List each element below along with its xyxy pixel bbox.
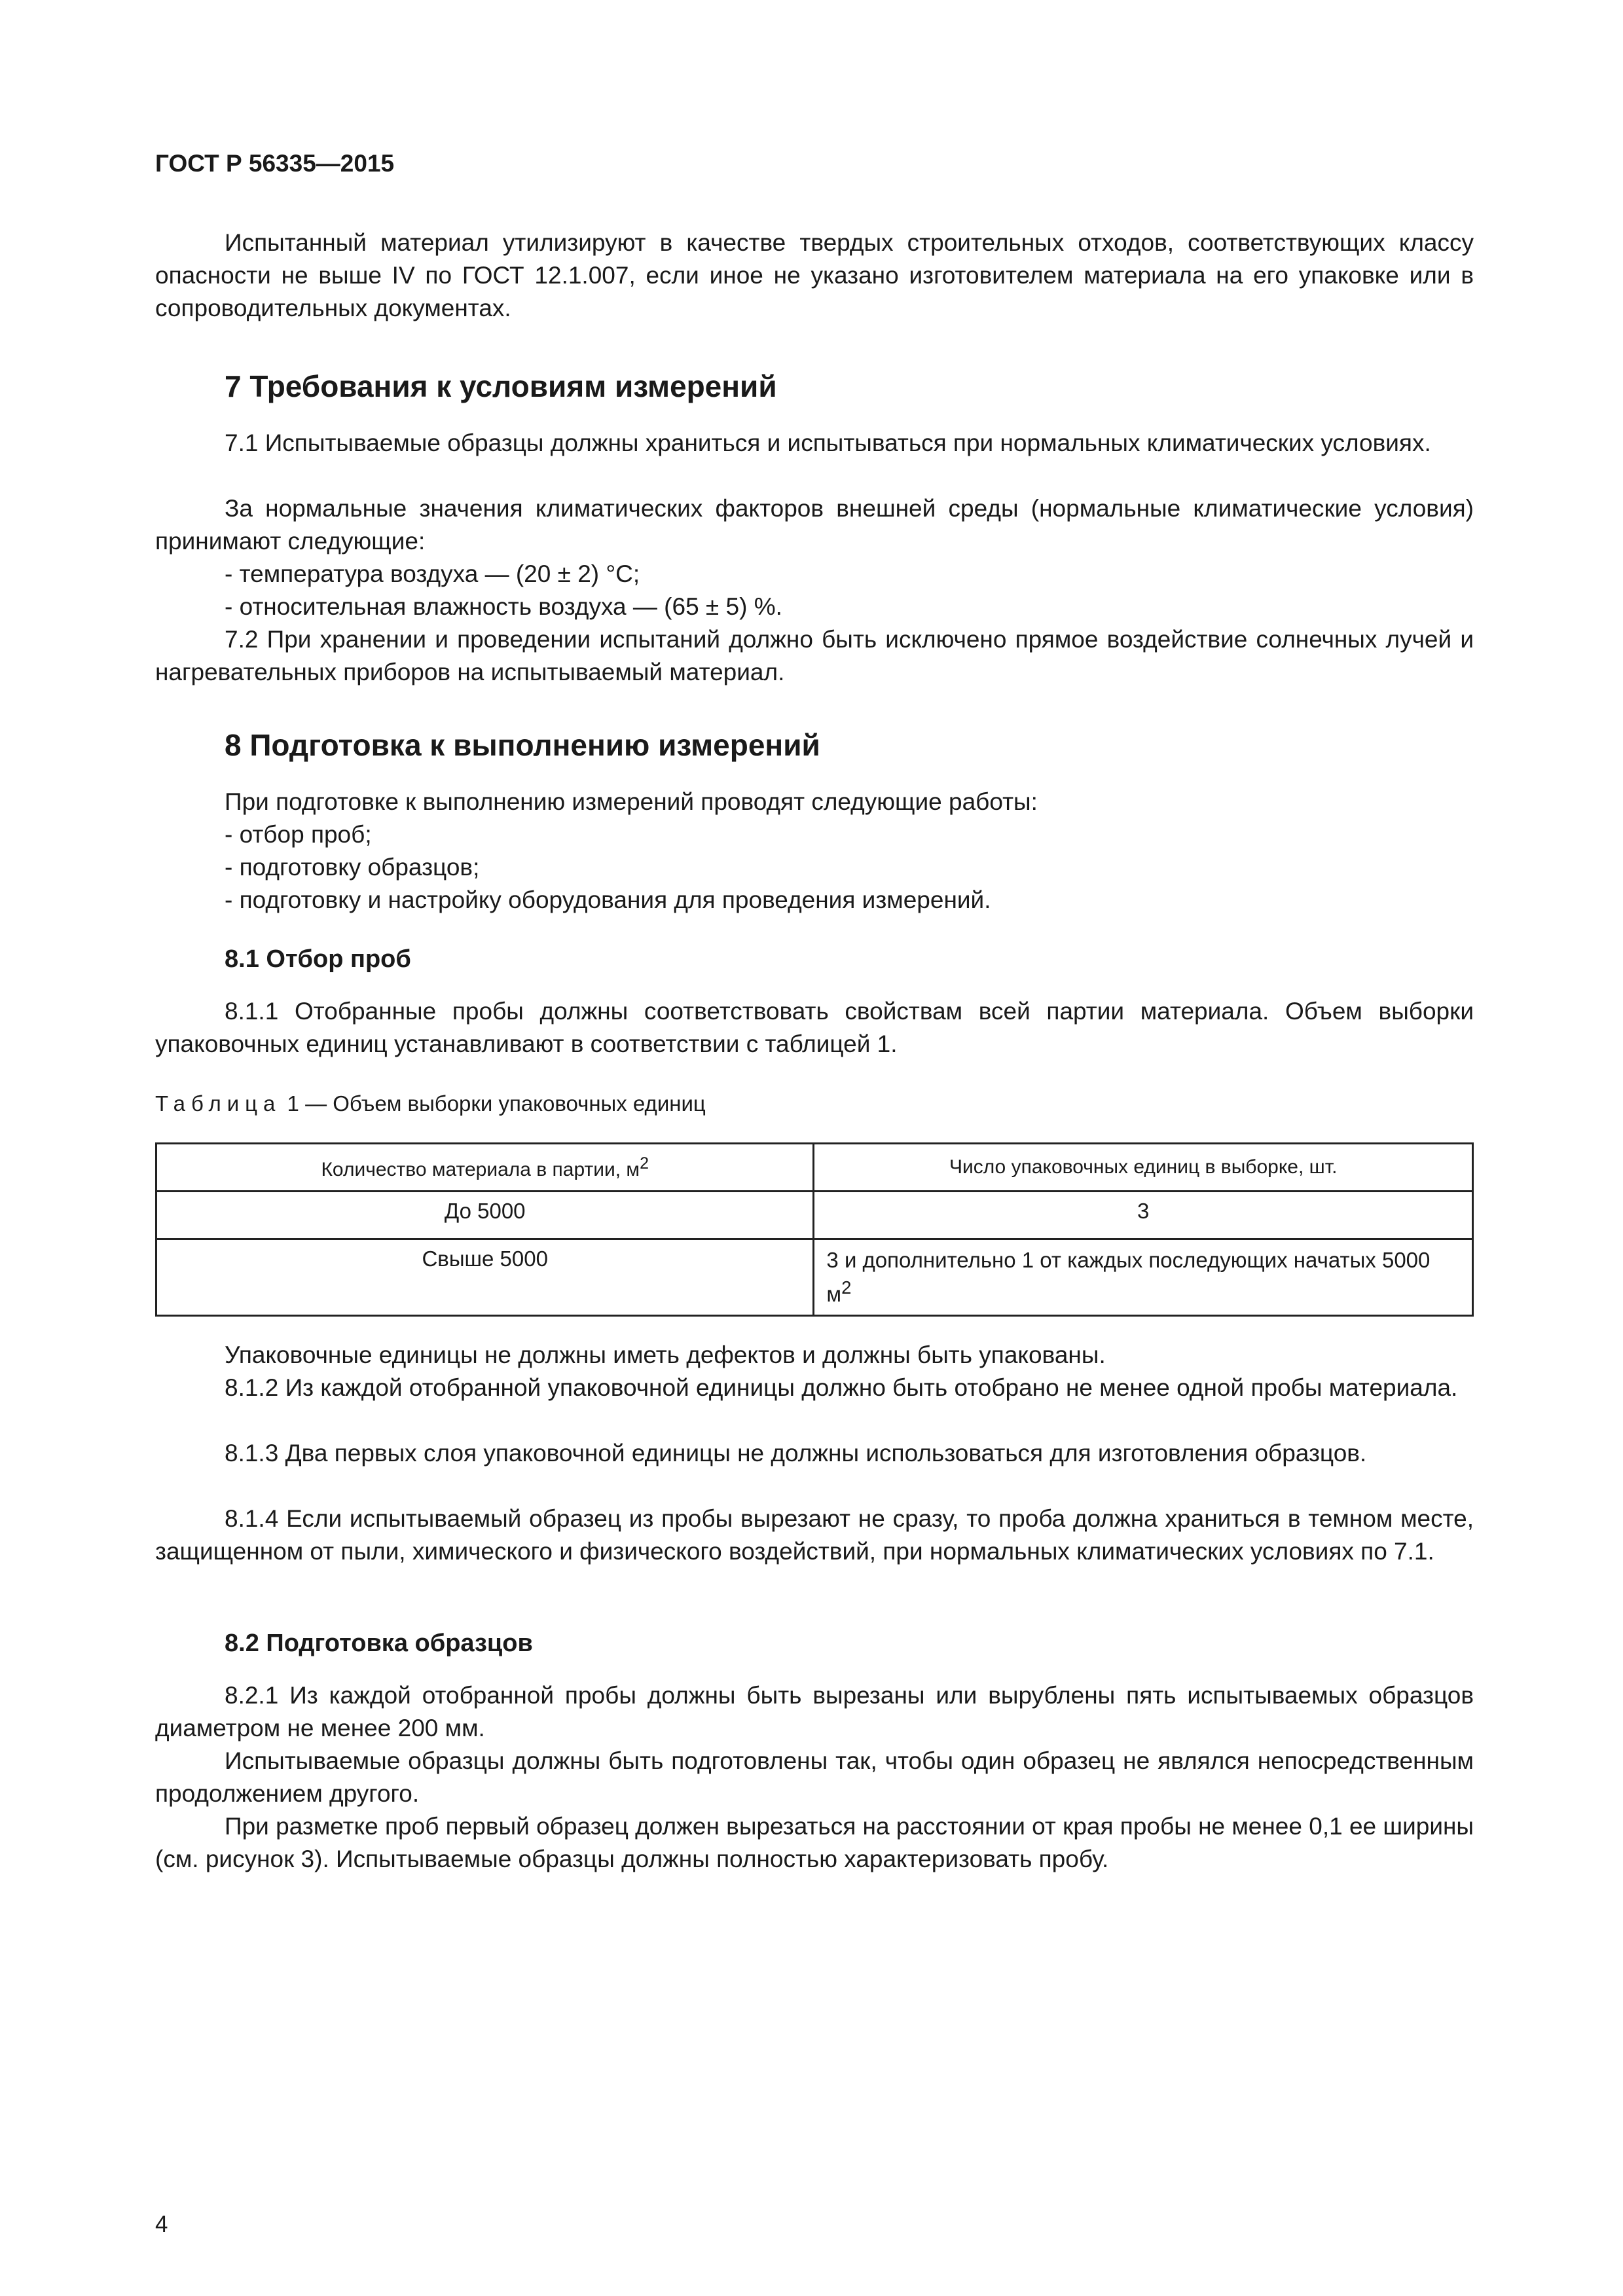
page-number: 4 bbox=[155, 2212, 168, 2237]
list-item-humidity: - относительная влажность воздуха — (65 ± 5) %. bbox=[225, 593, 782, 620]
paragraph-7-2: 7.2 При хранении и проведении испытаний должно быть исключено прямое воздействие солнечных лучей и нагревательных приборов на испытываемый материал. bbox=[155, 626, 1474, 685]
paragraph-8-1-1: 8.1.1 Отобранные пробы должны соответствовать свойствам всей партии материала. Объем выборки упаковочных единиц устанавливают в соответствии с таблицей 1. bbox=[155, 998, 1474, 1057]
paragraph-specimen-marking: При разметке проб первый образец должен вырезаться на расстоянии от края пробы не менее 0,1 ее ширины (см. рисунок 3). Испытываемые образцы должны полностью характеризовать пробу. bbox=[155, 1813, 1474, 1872]
document-header: ГОСТ Р 56335—2015 bbox=[155, 150, 395, 177]
table-header-material-quantity: Количество материала в партии, $м^2$ bbox=[156, 1144, 814, 1192]
list-item-temperature: - температура воздуха — (20 ± 2) °С; bbox=[225, 560, 640, 587]
paragraph-7-1: 7.1 Испытываемые образцы должны храниться и испытываться при нормальных климатических условиях. bbox=[225, 429, 1431, 456]
paragraph-8-1-3: 8.1.3 Два первых слоя упаковочной единицы не должны использоваться для изготовления образцов. bbox=[225, 1440, 1367, 1467]
section-8-1-title: 8.1 Отбор проб bbox=[225, 945, 411, 973]
table-cell: До 5000 bbox=[156, 1192, 814, 1239]
paragraph-8-2-1: 8.2.1 Из каждой отобранной пробы должны быть вырезаны или вырублены пять испытываемых образцов диаметром не менее 200 мм. bbox=[155, 1682, 1474, 1741]
paragraph-8-1-4: 8.1.4 Если испытываемый образец из пробы вырезают не сразу, то проба должна храниться в темном месте, защищенном от пыли, химического и физического воздействий, при нормальных климатических условиях по 7.1. bbox=[155, 1505, 1474, 1565]
section-7-title: 7 Требования к условиям измерений bbox=[225, 369, 777, 403]
list-item-equipment: - подготовку и настройку оборудования для проведения измерений. bbox=[225, 886, 991, 913]
disposal-paragraph: Испытанный материал утилизируют в качестве твердых строительных отходов, соответствующих классу опасности не выше IV по ГОСТ 12.1.007, если иное не указано изготовителем материала на его упаковке или в сопроводительных документах. bbox=[155, 229, 1474, 321]
section-8-2-title: 8.2 Подготовка образцов bbox=[225, 1630, 533, 1657]
paragraph-8-intro: При подготовке к выполнению измерений проводят следующие работы: bbox=[225, 788, 1038, 815]
table-cell: 3 bbox=[814, 1192, 1473, 1239]
table-cell: Свыше 5000 bbox=[156, 1239, 814, 1316]
paragraph-packaging-defects: Упаковочные единицы не должны иметь дефектов и должны быть упакованы. bbox=[225, 1341, 1106, 1368]
paragraph-specimen-continuity: Испытываемые образцы должны быть подготовлены так, чтобы один образец не являлся непосредственным продолжением другого. bbox=[155, 1747, 1474, 1807]
list-item-specimen-prep: - подготовку образцов; bbox=[225, 854, 480, 881]
table-row bbox=[156, 1192, 1473, 1239]
table-caption-text: 1 — Объем выборки упаковочных единиц bbox=[281, 1091, 706, 1116]
table-header-row bbox=[156, 1144, 1473, 1192]
table-cell: 3 и дополнительно 1 от каждых последующих начатых 5000 $м^2$ bbox=[814, 1239, 1473, 1316]
table-1-caption bbox=[155, 1089, 706, 1118]
section-8-title: 8 Подготовка к выполнению измерений bbox=[225, 728, 820, 762]
table-row bbox=[156, 1239, 1473, 1316]
paragraph-8-1-2: 8.1.2 Из каждой отобранной упаковочной единицы должно быть отобрано не менее одной пробы материала. bbox=[225, 1374, 1458, 1401]
table-header-package-count: Число упаковочных единиц в выборке, шт. bbox=[814, 1144, 1473, 1192]
list-item-sampling: - отбор проб; bbox=[225, 821, 372, 848]
table-1 bbox=[155, 1142, 1474, 1317]
table-caption-label: Таблица bbox=[155, 1091, 282, 1116]
paragraph-normal-conditions: За нормальные значения климатических факторов внешней среды (нормальные климатические условия) принимают следующие: bbox=[155, 495, 1474, 555]
